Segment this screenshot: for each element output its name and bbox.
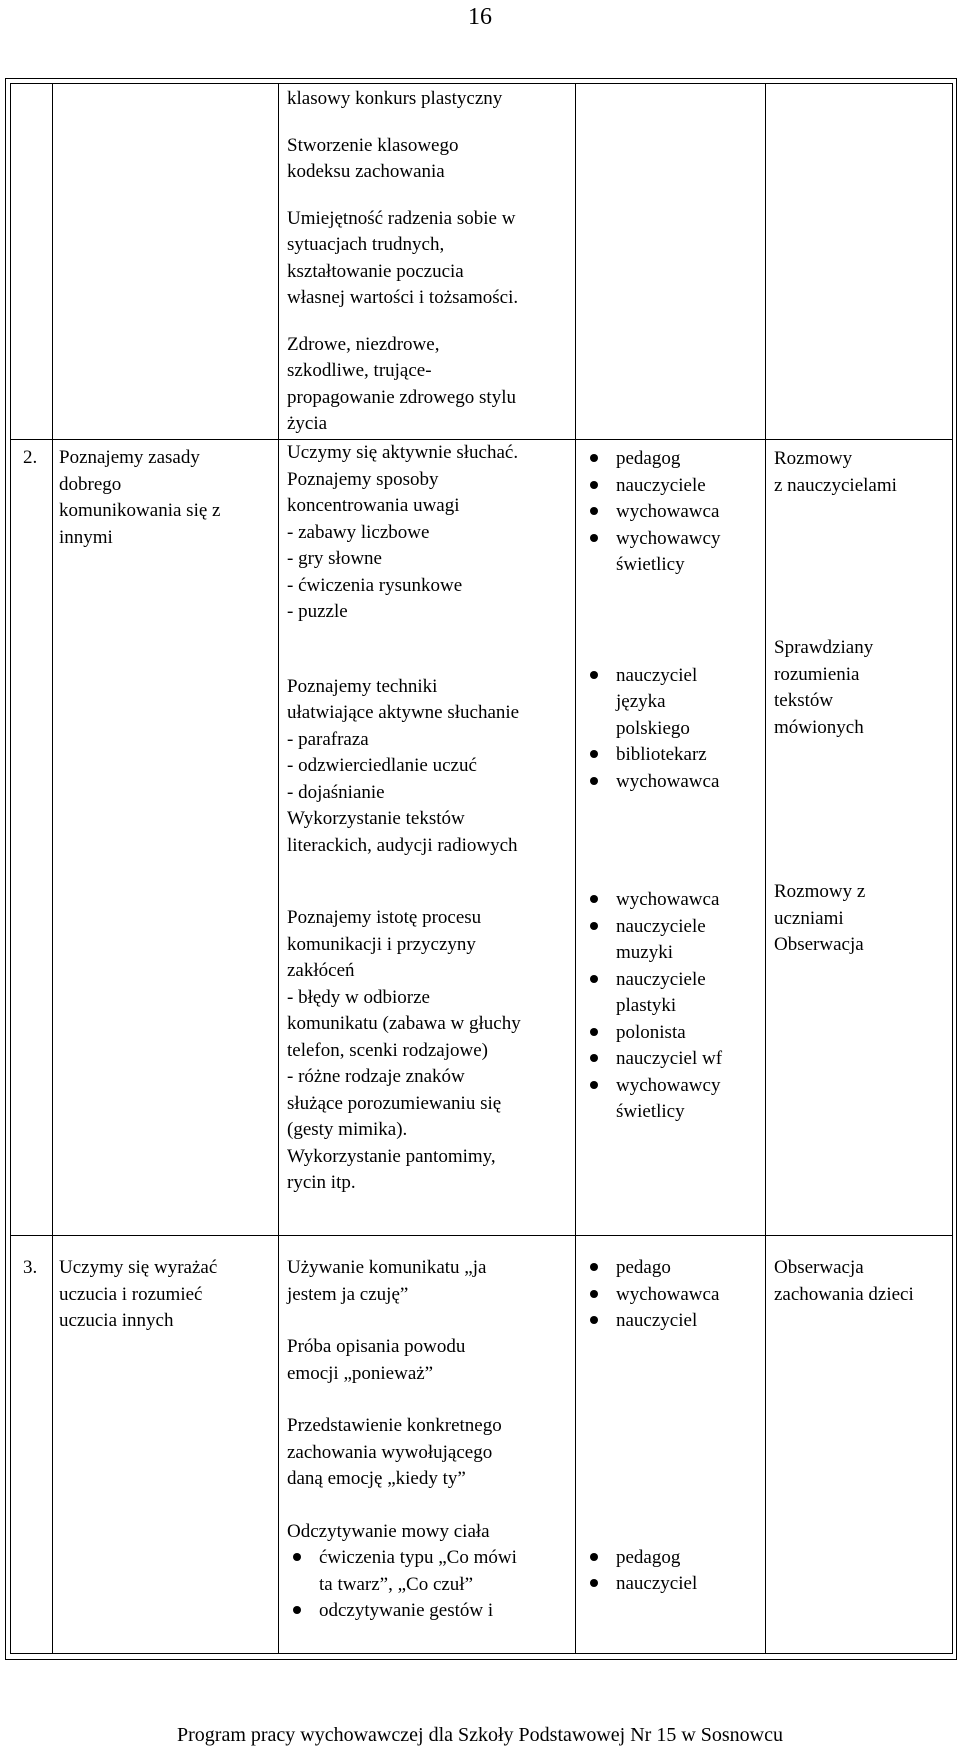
text-line: nauczyciele: [616, 474, 706, 496]
topic-cell: [53, 1236, 279, 1654]
row-number-cell: [11, 440, 53, 1236]
text-line: emocji „ponieważ”: [287, 1362, 434, 1384]
text-line: nauczyciel: [616, 664, 698, 686]
text-block: [287, 206, 573, 312]
row-number: 2.: [23, 447, 38, 468]
list-item: [584, 1020, 763, 1047]
text-line: - zabawy liczbowe: [287, 521, 430, 543]
text-block: [287, 1519, 573, 1546]
text-line: świetlicy: [616, 1101, 685, 1122]
text-block: [287, 86, 573, 113]
text-line: nauczyciel: [616, 1573, 698, 1594]
text-line: - gry słowne: [287, 548, 382, 569]
table-row: [11, 1236, 953, 1654]
text-block: [287, 1334, 573, 1387]
text-line: wychowawca: [616, 1283, 720, 1305]
text-line: Poznajemy zasady: [59, 447, 200, 468]
text-line: daną emocję „kiedy ty”: [287, 1468, 466, 1489]
text-line: Obserwacja: [774, 934, 864, 955]
text-line: Poznajemy sposoby: [287, 468, 439, 490]
text-line: Wykorzystanie tekstów: [287, 808, 465, 829]
page-footer: Program pracy wychowawczej dla Szkoły Podstawowej Nr 15 w Sosnowcu: [177, 1724, 783, 1746]
list-item: [584, 526, 763, 579]
activities-cell: [279, 440, 576, 1236]
text-line: szkodliwe, trujące-: [287, 360, 432, 381]
text-line: Uczymy się wyrażać: [59, 1257, 218, 1278]
list-item: [584, 887, 763, 914]
text-block: [287, 1413, 573, 1493]
text-line: mówionych: [774, 716, 864, 738]
table-row: [11, 440, 953, 1236]
text-line: kodeksu zachowania: [287, 161, 445, 182]
text-line: innymi: [59, 526, 113, 548]
text-block: [287, 905, 573, 1197]
bullet-list: [584, 446, 763, 579]
text-line: uczucia i rozumieć: [59, 1283, 203, 1305]
list-item: [584, 914, 763, 967]
text-line: Rozmowy: [774, 448, 853, 469]
text-line: propagowanie zdrowego stylu: [287, 386, 516, 408]
text-block: [287, 332, 573, 438]
list-item: [584, 769, 763, 796]
text-line: Odczytywanie mowy ciała: [287, 1520, 490, 1542]
text-block: [287, 440, 573, 626]
list-item: [584, 663, 763, 743]
text-line: jestem ja czuję”: [287, 1283, 409, 1305]
page-number: 16: [468, 4, 492, 30]
text-line: Zdrowe, niezdrowe,: [287, 333, 440, 355]
text-line: tekstów: [774, 690, 834, 711]
text-line: sytuacjach trudnych,: [287, 234, 445, 255]
bullet-list: [584, 887, 763, 1126]
text-line: Stworzenie klasowego: [287, 134, 459, 156]
text-line: odczytywanie gestów i: [319, 1600, 494, 1621]
text-line: Poznajemy techniki: [287, 675, 438, 697]
text-line: komunikatu (zabawa w głuchy: [287, 1013, 521, 1034]
text-block: [774, 879, 950, 959]
text-line: języka: [616, 691, 666, 712]
text-line: klasowy konkurs plastyczny: [287, 88, 503, 109]
text-block: [774, 446, 950, 499]
text-line: Poznajemy istotę procesu: [287, 907, 482, 928]
text-line: dobrego: [59, 473, 122, 495]
text-line: - ćwiczenia rysunkowe: [287, 574, 463, 596]
text-line: zakłóceń: [287, 960, 355, 981]
text-line: Sprawdziany: [774, 637, 874, 658]
bullet-list: [584, 1255, 763, 1335]
text-line: z nauczycielami: [774, 474, 897, 496]
text-line: nauczyciel wf: [616, 1048, 723, 1069]
topic-cell: [53, 84, 279, 440]
activities-cell: [279, 1236, 576, 1654]
text-line: pedagog: [616, 448, 681, 469]
bullet-list: [584, 1545, 763, 1598]
text-line: muzyki: [616, 942, 673, 963]
list-item: [584, 1308, 763, 1335]
list-item: [584, 499, 763, 526]
text-line: wychowawcy: [616, 1074, 721, 1096]
list-item: [584, 1255, 763, 1282]
text-line: polonista: [616, 1021, 686, 1043]
list-item: [584, 446, 763, 473]
text-line: plastyki: [616, 995, 677, 1016]
list-item: [584, 967, 763, 1020]
row-number-cell: [11, 84, 53, 440]
list-item: [584, 473, 763, 500]
text-line: rycin itp.: [287, 1172, 356, 1193]
text-block: [774, 1255, 950, 1308]
text-line: - dojaśnianie: [287, 781, 385, 803]
bullet-list: [584, 663, 763, 796]
list-item: [584, 1571, 763, 1598]
text-line: koncentrowania uwagi: [287, 495, 460, 516]
text-block: [287, 133, 573, 186]
text-line: Rozmowy z: [774, 881, 866, 902]
text-line: wychowawca: [616, 770, 720, 792]
list-item: [287, 1545, 573, 1598]
text-line: Próba opisania powodu: [287, 1336, 466, 1357]
text-line: - odzwierciedlanie uczuć: [287, 755, 477, 776]
text-block: [287, 674, 573, 860]
text-line: Używanie komunikatu „ja: [287, 1257, 487, 1278]
text-line: pedagog: [616, 1546, 681, 1568]
bullet-list: [287, 1545, 573, 1625]
text-line: polskiego: [616, 717, 690, 739]
text-line: ułatwiające aktywne słuchanie: [287, 702, 520, 723]
evaluation-cell: [766, 440, 953, 1236]
text-line: życia: [287, 413, 328, 434]
list-item: [584, 1046, 763, 1073]
evaluation-cell: [766, 1236, 953, 1654]
text-line: komunikacji i przyczyny: [287, 933, 476, 955]
text-line: wychowawca: [616, 889, 720, 910]
text-line: nauczyciele: [616, 915, 706, 937]
text-line: służące porozumiewaniu się: [287, 1092, 502, 1114]
row-number-cell: [11, 1236, 53, 1654]
topic-cell: [53, 440, 279, 1236]
text-block: [287, 1255, 573, 1308]
table-row: [11, 84, 953, 440]
list-item: [584, 742, 763, 769]
list-item: [584, 1282, 763, 1309]
text-line: - błędy w odbiorze: [287, 986, 430, 1008]
text-line: literackich, audycji radiowych: [287, 834, 518, 856]
text-line: Uczymy się aktywnie słuchać.: [287, 442, 519, 463]
text-line: telefon, scenki rodzajowe): [287, 1039, 488, 1061]
text-line: pedago: [616, 1257, 671, 1278]
text-line: własnej wartości i tożsamości.: [287, 287, 519, 308]
text-line: Przedstawienie konkretnego: [287, 1415, 502, 1436]
text-line: Obserwacja: [774, 1257, 864, 1278]
row-number: 3.: [23, 1257, 38, 1278]
text-line: Umiejętność radzenia sobie w: [287, 207, 516, 229]
text-line: kształtowanie poczucia: [287, 260, 464, 282]
program-table: [10, 83, 953, 1654]
text-line: bibliotekarz: [616, 744, 707, 765]
list-item: [584, 1073, 763, 1126]
text-line: komunikowania się z: [59, 500, 221, 521]
text-line: uczucia innych: [59, 1310, 174, 1331]
list-item: [287, 1598, 573, 1625]
text-line: świetlicy: [616, 554, 685, 575]
activities-cell: [279, 84, 576, 440]
text-line: - różne rodzaje znaków: [287, 1066, 465, 1087]
text-line: - puzzle: [287, 601, 348, 622]
text-line: wychowawcy: [616, 527, 721, 549]
text-line: zachowania dzieci: [774, 1283, 914, 1305]
evaluation-cell: [766, 84, 953, 440]
text-line: rozumienia: [774, 663, 860, 685]
responsible-cell: [576, 440, 766, 1236]
text-line: (gesty mimika).: [287, 1119, 408, 1140]
text-block: [774, 635, 950, 741]
text-line: uczniami: [774, 907, 844, 929]
list-item: [584, 1545, 763, 1572]
text-line: zachowania wywołującego: [287, 1441, 493, 1463]
text-line: ćwiczenia typu „Co mówi: [319, 1547, 517, 1568]
responsible-cell: [576, 1236, 766, 1654]
text-line: ta twarz”, „Co czuł”: [319, 1573, 474, 1595]
text-line: Wykorzystanie pantomimy,: [287, 1145, 496, 1167]
text-line: - parafraza: [287, 728, 369, 750]
text-line: wychowawca: [616, 501, 720, 522]
responsible-cell: [576, 84, 766, 440]
text-line: nauczyciele: [616, 968, 706, 990]
text-line: nauczyciel: [616, 1310, 698, 1331]
